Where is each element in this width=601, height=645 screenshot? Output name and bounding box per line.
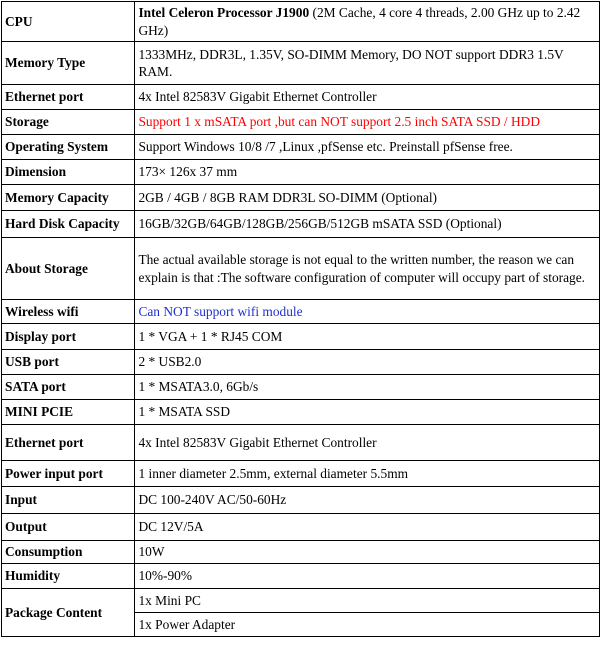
table-row: [2, 300, 600, 324]
table-row: [2, 425, 600, 461]
spec-label-about-storage: About Storage: [2, 238, 135, 300]
spec-label-mini-pcie: MINI PCIE: [2, 400, 135, 425]
spec-label-ethernet-port-2: Ethernet port: [2, 425, 135, 461]
spec-label-input: Input: [2, 487, 135, 514]
spec-value-mini-pcie: 1 * MSATA SSD: [135, 400, 600, 425]
spec-label-storage: Storage: [2, 110, 135, 135]
table-row: [2, 514, 600, 541]
spec-label-output: Output: [2, 514, 135, 541]
spec-value-wireless-wifi: Can NOT support wifi module: [135, 300, 600, 324]
spec-label-memory-type: Memory Type: [2, 42, 135, 85]
table-row: [2, 135, 600, 160]
table-row: [2, 324, 600, 350]
table-row: [2, 589, 600, 613]
spec-value-display-port: 1 * VGA + 1 * RJ45 COM: [135, 324, 600, 350]
spec-value-output: DC 12V/5A: [135, 514, 600, 541]
spec-label-humidity: Humidity: [2, 564, 135, 589]
spec-value-about-storage: The actual available storage is not equal to the written number, the reason we can explain is that :The software configuration of computer will occupy part of storage.: [135, 238, 600, 300]
spec-label-package-content: Package Content: [2, 589, 135, 637]
table-row: [2, 42, 600, 85]
spec-value-operating-system: Support Windows 10/8 /7 ,Linux ,pfSense etc. Preinstall pfSense free.: [135, 135, 600, 160]
spec-value-usb-port: 2 * USB2.0: [135, 350, 600, 375]
table-row: [2, 541, 600, 564]
spec-value-ethernet-port-2: 4x Intel 82583V Gigabit Ethernet Controller: [135, 425, 600, 461]
spec-value-humidity: 10%-90%: [135, 564, 600, 589]
spec-value-consumption: 10W: [135, 541, 600, 564]
spec-label-consumption: Consumption: [2, 541, 135, 564]
table-row: [2, 400, 600, 425]
table-row: [2, 185, 600, 211]
spec-value-package-item-2: 1x Power Adapter: [135, 613, 600, 637]
table-row: [2, 160, 600, 185]
table-row: [2, 238, 600, 300]
spec-label-cpu: CPU: [2, 2, 135, 42]
spec-value-storage: Support 1 x mSATA port ,but can NOT support 2.5 inch SATA SSD / HDD: [135, 110, 600, 135]
spec-value-dimension: 173× 126x 37 mm: [135, 160, 600, 185]
spec-label-operating-system: Operating System: [2, 135, 135, 160]
spec-label-sata-port: SATA port: [2, 375, 135, 400]
table-row: [2, 487, 600, 514]
spec-label-wireless-wifi: Wireless wifi: [2, 300, 135, 324]
table-row: [2, 375, 600, 400]
spec-label-ethernet-port: Ethernet port: [2, 85, 135, 110]
spec-label-power-input-port: Power input port: [2, 461, 135, 487]
table-row: [2, 211, 600, 238]
spec-label-dimension: Dimension: [2, 160, 135, 185]
spec-value-cpu: [135, 2, 600, 42]
table-row: [2, 461, 600, 487]
spec-value-input: DC 100-240V AC/50-60Hz: [135, 487, 600, 514]
spec-label-display-port: Display port: [2, 324, 135, 350]
spec-label-memory-capacity: Memory Capacity: [2, 185, 135, 211]
spec-value-memory-capacity: 2GB / 4GB / 8GB RAM DDR3L SO-DIMM (Optional): [135, 185, 600, 211]
spec-label-usb-port: USB port: [2, 350, 135, 375]
spec-label-hard-disk-capacity: Hard Disk Capacity: [2, 211, 135, 238]
table-row: [2, 564, 600, 589]
spec-value-ethernet-port: 4x Intel 82583V Gigabit Ethernet Controller: [135, 85, 600, 110]
table-row: [2, 110, 600, 135]
spec-value-package-item-1: 1x Mini PC: [135, 589, 600, 613]
spec-value-hard-disk-capacity: 16GB/32GB/64GB/128GB/256GB/512GB mSATA SSD (Optional): [135, 211, 600, 238]
table-row: [2, 350, 600, 375]
spec-value-power-input-port: 1 inner diameter 2.5mm, external diameter 5.5mm: [135, 461, 600, 487]
table-row: [2, 2, 600, 42]
cpu-details: (2M Cache, 4 core 4 threads, 2.00 GHz up to 2.42 GHz): [138, 5, 581, 38]
table-row: [2, 85, 600, 110]
cpu-model: Intel Celeron Processor J1900: [138, 5, 310, 20]
spec-value-memory-type: 1333MHz, DDR3L, 1.35V, SO-DIMM Memory, DO NOT support DDR3 1.5V RAM.: [135, 42, 600, 85]
spec-table: [1, 1, 600, 637]
spec-value-sata-port: 1 * MSATA3.0, 6Gb/s: [135, 375, 600, 400]
